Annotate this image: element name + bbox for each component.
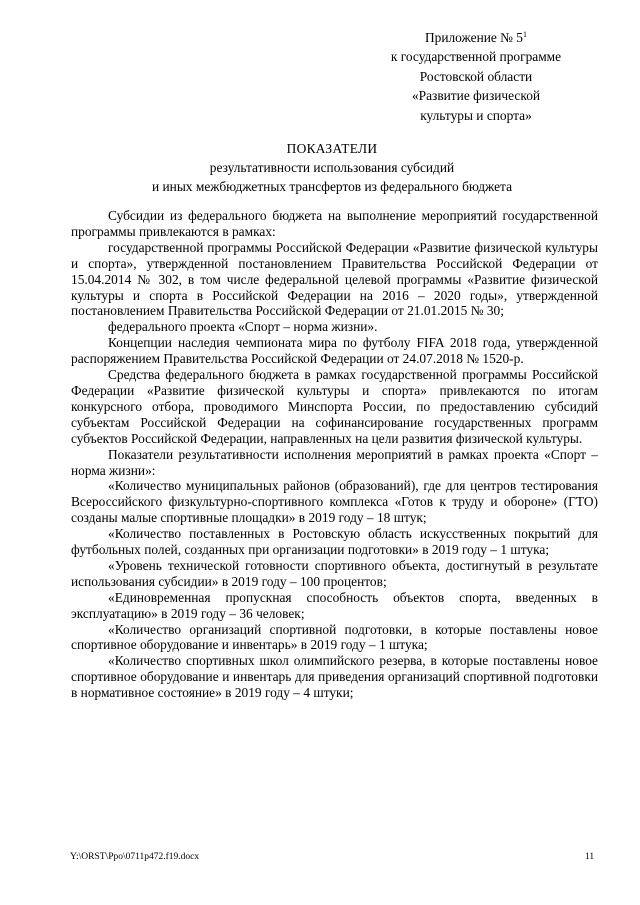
appendix-line-1	[360, 28, 592, 47]
page-number: 11	[585, 852, 595, 862]
paragraph: «Уровень технической готовности спортивного объекта, достигнутый в результате использования субсидии» в 2019 году – 100 процентов;	[71, 557, 598, 589]
paragraph: федерального проекта «Спорт – норма жизни».	[108, 319, 378, 335]
paragraph: «Количество спортивных школ олимпийского резерва, в которые поставлены новое спортивное оборудование и инвентарь для приведения организаций спортивной подготовки в нормативное состояние» в 2019 году – 4 штуки;	[71, 653, 598, 701]
appendix-line-4: «Развитие физической	[411, 88, 541, 104]
paragraph: государственной программы Российской Федерации «Развитие физической культуры и спорта», утвержденной постановлением Правительства Российской Федерации от 15.04.2014 № 302, в том числе федеральной целевой программы «Развитие физической культуры и спорта в Российской Федерации на 2016 – 2020 годы», утвержденной постановлением Правительства Российской Федерации от 21.01.2015 № 30;	[71, 239, 598, 319]
paragraph: «Количество муниципальных районов (образований), где для центров тестирования Всероссийского физкультурно-спортивного комплекса «Готов к труду и обороне» (ГТО) созданы малые спортивные площадки» в 2019 году – 18 штук;	[71, 478, 598, 526]
paragraph: Показатели результативности исполнения мероприятий в рамках проекта «Спорт – норма жизни»:	[71, 446, 598, 478]
footer-file-path: Y:\ORST\Ppo\0711p472.f19.docx	[70, 852, 200, 862]
document-title: ПОКАЗАТЕЛИ	[286, 141, 378, 156]
document-body	[71, 208, 598, 701]
appendix-line-5: культуры и спорта»	[420, 107, 532, 123]
paragraph: Средства федерального бюджета в рамках государственной программы Российской Федерации «Развитие физической культуры и спорта» привлекаются по итогам конкурсного отбора, проводимого Минспорта России, по предоставлению субсидий субъектам Российской Федерации на софинансирование государственных программ субъектов Российской Федерации, направленных на цели развития физической культуры.	[71, 367, 598, 446]
paragraph: «Единовременная пропускная способность объектов спорта, введенных в эксплуатацию» в 2019 году – 36 человек;	[71, 589, 598, 621]
appendix-number: Приложение № 5	[424, 30, 524, 45]
paragraph: «Количество организаций спортивной подготовки, в которые поставлены новое спортивное оборудование и инвентарь» в 2019 году – 1 штука;	[71, 621, 598, 653]
appendix-line-3: Ростовской области	[419, 68, 533, 84]
appendix-line-2: к государственной программе	[390, 49, 562, 65]
document-subtitle-line-1: результативности использования субсидий	[209, 160, 455, 176]
document-heading	[0, 139, 640, 197]
paragraph: Концепции наследия чемпионата мира по футболу FIFA 2018 года, утвержденной распоряжением Правительства Российской Федерации от 24.07.2018 № 1520-р.	[71, 335, 598, 367]
paragraph: Субсидии из федерального бюджета на выполнение мероприятий государственной программы привлекаются в рамках:	[71, 208, 598, 239]
paragraph: «Количество поставленных в Ростовскую область искусственных покрытий для футбольных полей, созданных при организации подготовки» в 2019 году – 1 штука;	[71, 526, 598, 558]
document-subtitle-line-2: и иных межбюджетных трансфертов из федерального бюджета	[151, 179, 513, 195]
appendix-header	[360, 28, 592, 125]
appendix-superscript: 1	[523, 30, 528, 39]
